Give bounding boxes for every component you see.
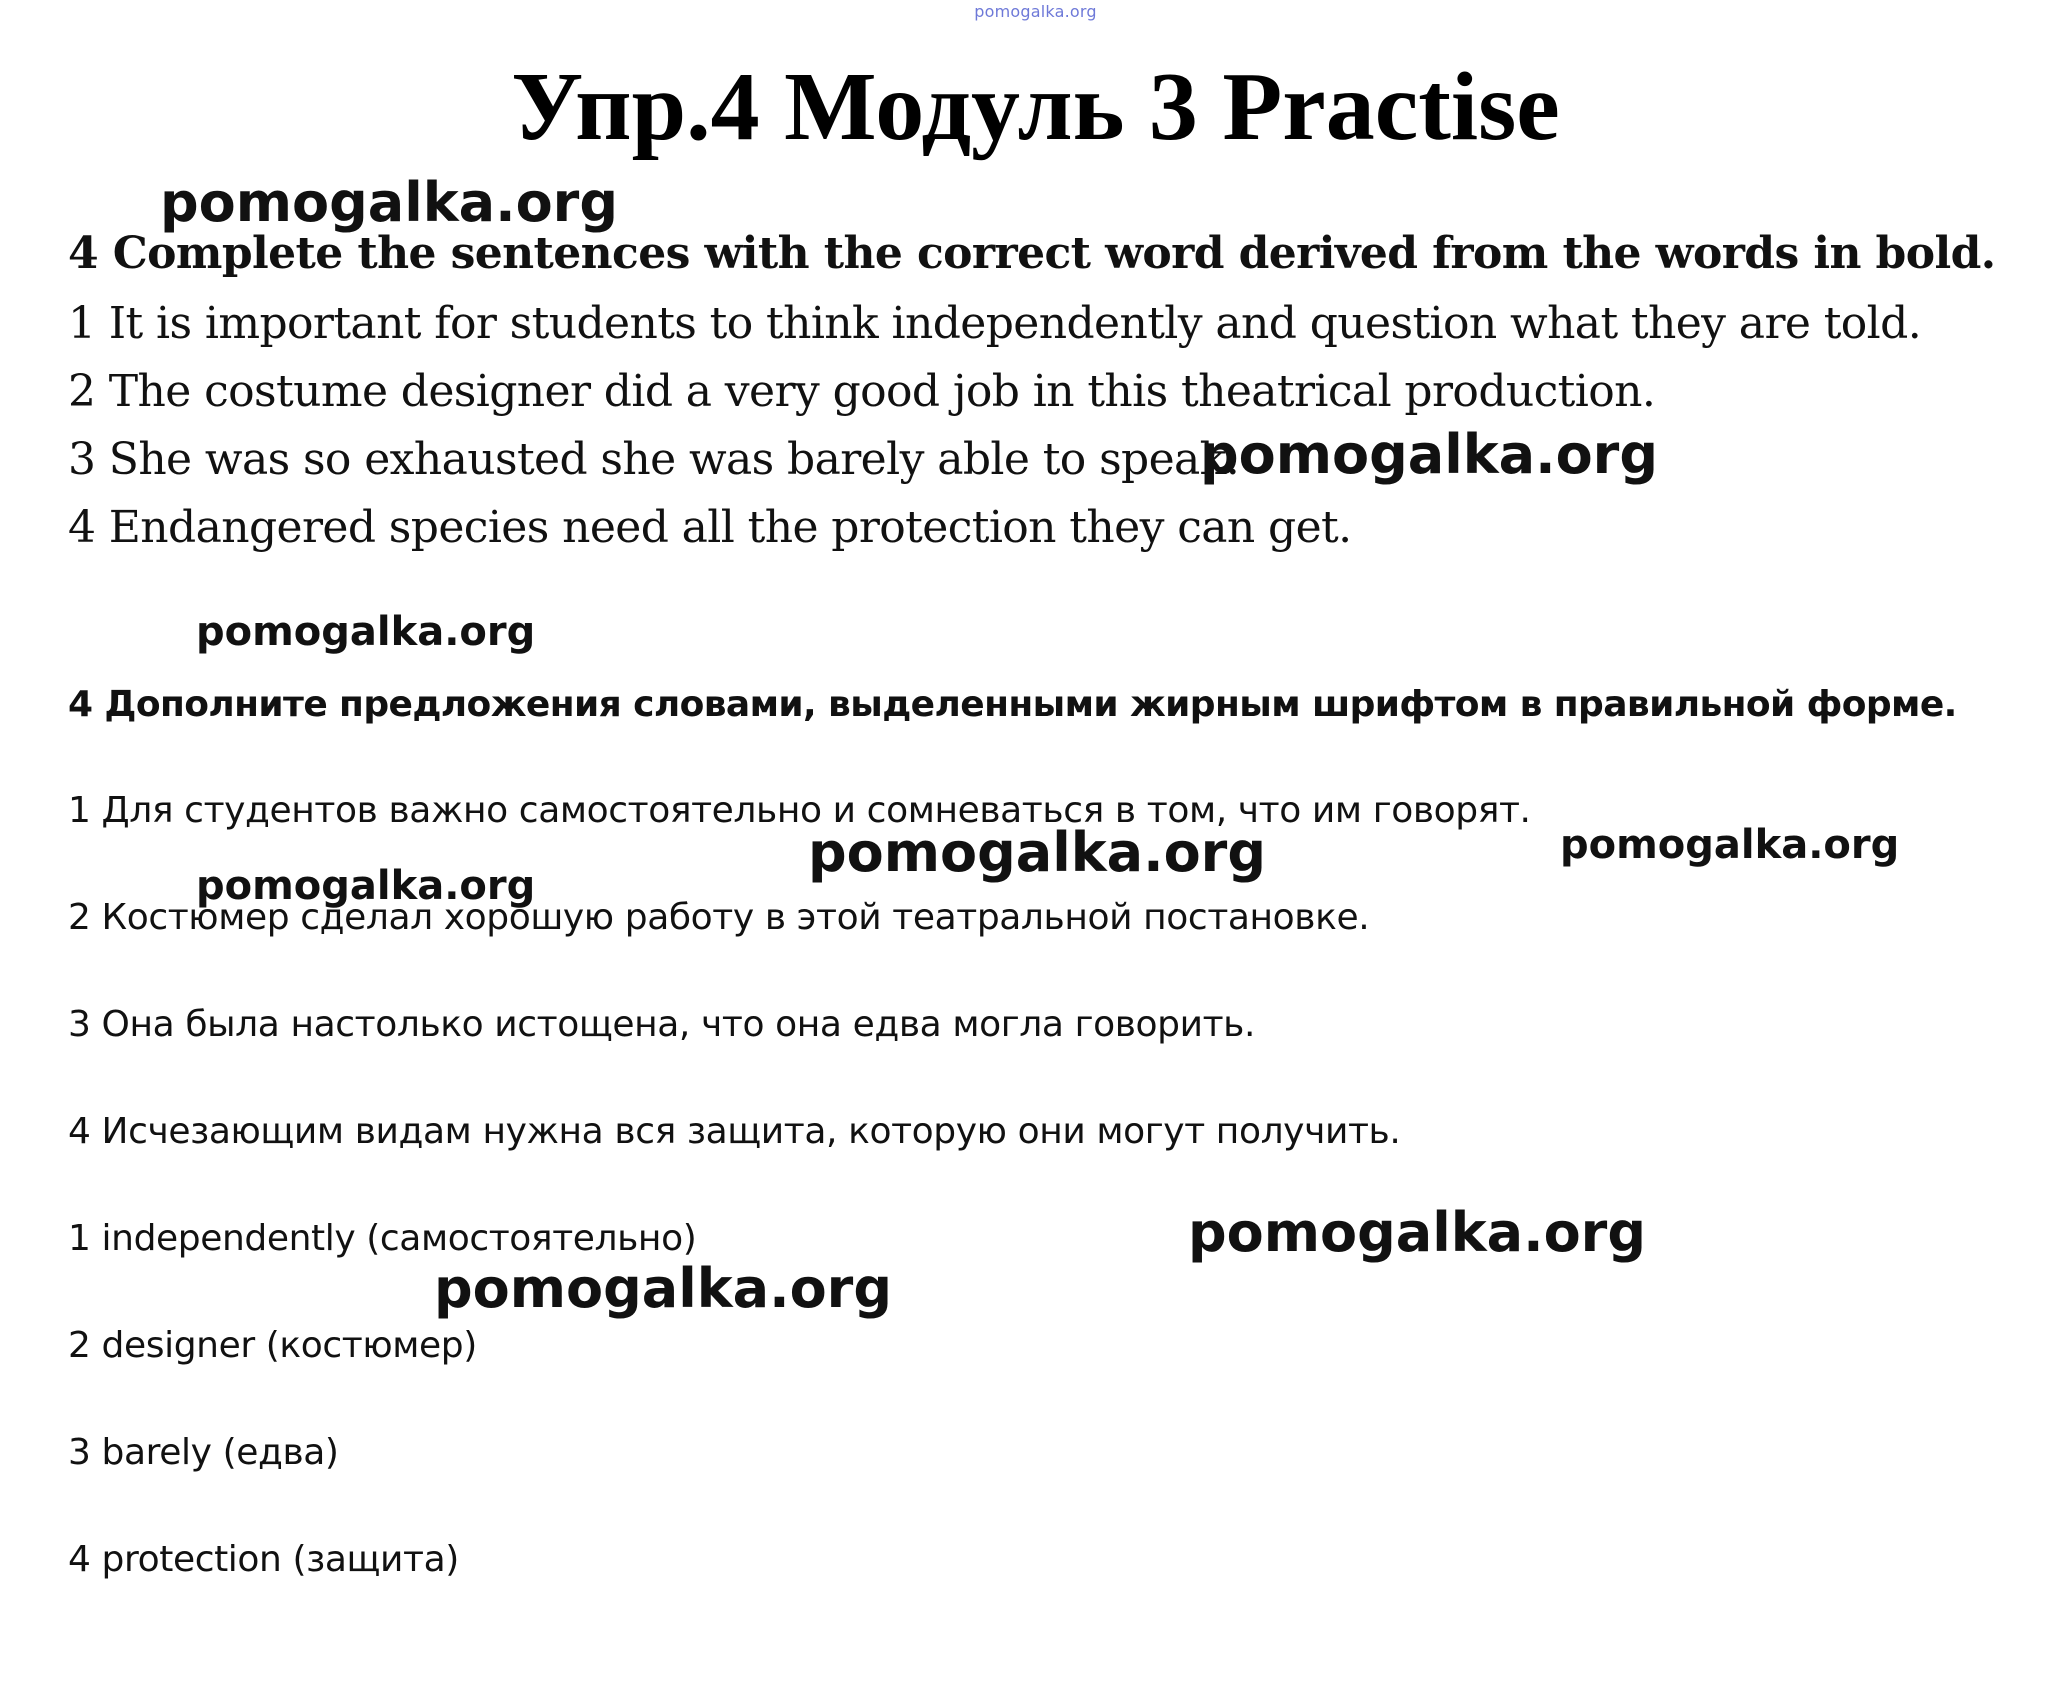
answer-1: 1 independently (самостоятельно) <box>68 1218 697 1259</box>
english-sentence-1: 1 It is important for students to think independently and question what they are told. <box>68 298 1922 349</box>
english-sentence-4: 4 Endangered species need all the protection they can get. <box>68 502 1352 553</box>
watermark: pomogalka.org <box>160 171 618 234</box>
russian-sentence-3: 3 Она была настолько истощена, что она едва могла говорить. <box>68 1004 1256 1045</box>
watermark: pomogalka.org <box>1188 1201 1646 1264</box>
russian-sentence-4: 4 Исчезающим видам нужна вся защита, которую они могут получить. <box>68 1111 1401 1152</box>
answer-2: 2 designer (костюмер) <box>68 1325 477 1366</box>
answer-4: 4 protection (защита) <box>68 1539 459 1580</box>
watermark: pomogalka.org <box>434 1257 892 1320</box>
russian-task-heading: 4 Дополните предложения словами, выделенными жирным шрифтом в правильной форме. <box>68 684 1957 725</box>
answer-3: 3 barely (едва) <box>68 1432 339 1473</box>
watermark: pomogalka.org <box>808 821 1266 884</box>
watermark: pomogalka.org <box>1200 423 1658 486</box>
top-watermark: pomogalka.org <box>974 2 1097 21</box>
page-title: Упр.4 Модуль 3 Practise <box>511 53 1560 161</box>
english-sentence-2: 2 The costume designer did a very good job in this theatrical production. <box>68 366 1656 417</box>
english-task-heading: 4 Complete the sentences with the correct word derived from the words in bold. <box>68 228 1996 279</box>
russian-sentence-2: 2 Костюмер сделал хорошую работу в этой театральной постановке. <box>68 897 1370 938</box>
english-sentence-3: 3 She was so exhausted she was barely able to speak. <box>68 434 1240 485</box>
watermark: pomogalka.org <box>196 863 536 909</box>
russian-sentence-1: 1 Для студентов важно самостоятельно и сомневаться в том, что им говорят. <box>68 790 1531 831</box>
watermark: pomogalka.org <box>1560 822 1900 868</box>
watermark: pomogalka.org <box>196 609 536 655</box>
